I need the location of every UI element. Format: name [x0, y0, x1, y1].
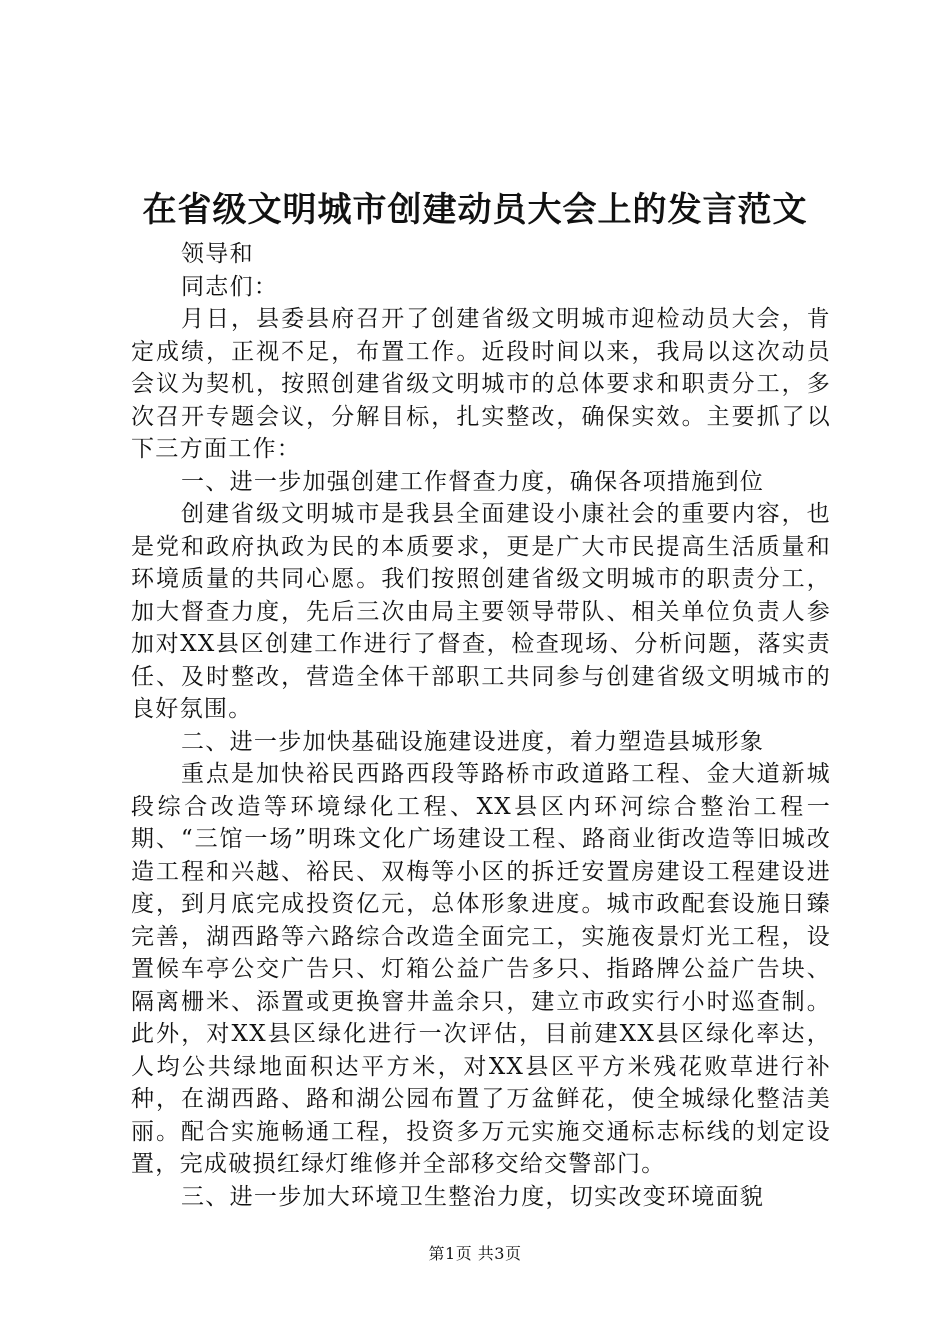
intro-paragraph: 月日，县委县府召开了创建省级文明城市迎检动员大会，肯定成绩，正视不足，布置工作。近段时间以来，我局以这次动员会议为契机，按照创建省级文明城市的总体要求和职责分工，多次召开专题会议，分解目标，扎实整改，确保实效。主要抓了以下三方面工作：: [131, 306, 831, 462]
section-heading-3: 三、进一步加大环境卫生整治力度，切实改变环境面貌: [181, 1183, 765, 1210]
document-title: 在省级文明城市创建动员大会上的发言范文: [142, 190, 808, 230]
section-heading-2: 二、进一步加快基础设施建设进度，着力塑造县城形象: [181, 728, 765, 755]
salutation-line-2: 同志们：: [181, 273, 279, 300]
section-heading-1: 一、进一步加强创建工作督查力度，确保各项措施到位: [181, 468, 765, 495]
page-footer: 第1页 共3页: [428, 1244, 522, 1263]
document-body: [131, 238, 831, 1213]
section-paragraph-2: 重点是加快裕民西路西段等路桥市政道路工程、金大道新城段综合改造等环境绿化工程、XX县区内环河综合整治工程一期、“三馆一场”明珠文化广场建设工程、路商业街改造等旧城改造工程和兴越、裕民、双梅等小区的拆迁安置房建设工程建设进度，到月底完成投资亿元，总体形象进度。城市政配套设施日臻完善，湖西路等六路综合改造全面完工，实施夜景灯光工程，设置候车亭公交广告只、灯箱公益广告多只、指路牌公益广告块、隔离栅米、添置或更换窨井盖余只，建立市政实行小时巡查制。此外，对XX县区绿化进行一次评估，目前建XX县区绿化率达，人均公共绿地面积达平方米，对XX县区平方米残花败草进行补种，在湖西路、路和湖公园布置了万盆鲜花，使全城绿化整洁美丽。配合实施畅通工程，投资多万元实施交通标志标线的划定设置，完成破损红绿灯维修并全部移交给交警部门。: [131, 761, 831, 1177]
salutation-line-1: 领导和: [181, 241, 254, 267]
section-paragraph-1: 创建省级文明城市是我县全面建设小康社会的重要内容，也是党和政府执政为民的本质要求，更是广大市民提高生活质量和环境质量的共同心愿。我们按照创建省级文明城市的职责分工，加大督查力度，先后三次由局主要领导带队、相关单位负责人参加对XX县区创建工作进行了督查，检查现场、分析问题，落实责任、及时整改，营造全体干部职工共同参与创建省级文明城市的良好氛围。: [131, 501, 831, 722]
